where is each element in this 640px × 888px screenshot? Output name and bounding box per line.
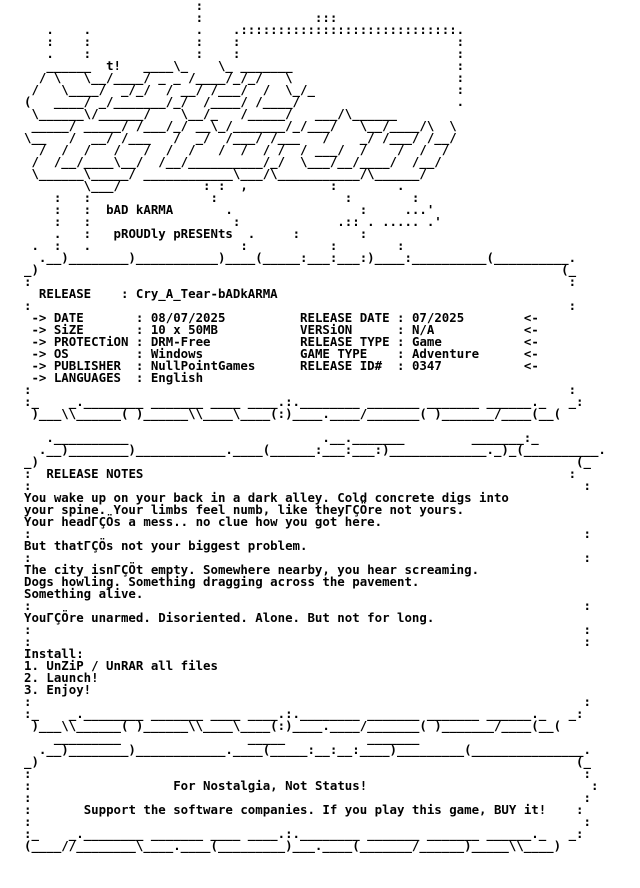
notes-title: RELEASE NOTES: [46, 466, 144, 481]
label-publisher: -> PUBLISHER: [31, 358, 121, 373]
label-version: VERSiON: [300, 322, 353, 337]
notes-paragraph-2: But thatΓÇÖs not your biggest problem.: [24, 538, 308, 553]
value-protection: DRM-Free: [150, 334, 211, 349]
ascii-logo-art: : : ::: . . . .:::::::::::::::::::::::::::::. : : : : : . : : : : ______ t! ____\_ \_ _______ : / \ \__/____/ _ _ /____/_/_/ \ : / \____/ _/_/ / __/ /___/ / \_/_ : ( ____/ _/_______/_/ /____/ /____/ . \______\/______/ \__/_ /_____/ ___/\______ _____/ _____/ /___/_/ __\_/_______/_/___/ \__/____/\ \ \__ / __/ /___ / _/ /___/ /___ / _/ /___/ /__/ / / / / / / / / / / / / ___/ / / / / / /__/____\__/ /__/__________/_/ \___/__/____/ /__/ \______\_____/ ____________\___/\___________/\______/ \___/ : : , : . : : : : : : : bAD kARMA . : ...' : : : .:: . ..... .' . : pROUDly pRESENts . : : . : . : : :: [24, 0, 465, 253]
label-languages: -> LANGUAGES: [31, 370, 121, 385]
value-languages: English: [150, 370, 204, 385]
group-name: bAD kARMA: [106, 202, 174, 217]
install-step-1: 1. UnZiP / UnRAR all files: [24, 658, 218, 673]
label-release-id: RELEASE ID#: [300, 358, 383, 373]
release-info-box: .__)________)___________)____(_____:___:___:)____:__________(__________. _) (_ : : RELEASE : Cry_A_Tear-bADkARMA : : -> DATE : 08/07/2025 RELEASE DATE : 07/2025 <- -> SiZE : 10 x 50MB VERSiON : N/A <- -> PROTECTiON : DRM-Free RELEASE TYPE : Game <- -> OS : Windows GAME TYPE : Adventure <- -> PUBLISHER : NullPointGames RELEASE ID# : 0347 <- -> LANGUAGES : English : : :_ _.________ _______ ____ ____.:.________ _______ _______ ______._ _: )___\\______( )______\\____\____(:)____.____/_______( )_______/____(__(: [24, 250, 584, 421]
value-release-date: 07/2025: [411, 310, 465, 325]
footer-line-1: For Nostalgia, Not Status!: [173, 778, 368, 793]
value-release-type: Game: [411, 334, 442, 349]
label-os: -> OS: [31, 346, 69, 361]
notes-paragraph-1: You wake up on your back in a dark alley. Cold concrete digs into your spine. Your limbs feel numb, like theyΓÇÖre not yours. Your headΓÇÖs a mess.. no clue how you got here.: [24, 490, 509, 529]
value-game-type: Adventure: [411, 346, 480, 361]
value-date: 08/07/2025: [150, 310, 226, 325]
install-step-2: 2. Launch!: [24, 670, 99, 685]
notes-paragraph-4: YouΓÇÖre unarmed. Disoriented. Alone. But not for long.: [24, 610, 435, 625]
footer-line-2: Support the software companies. If you play this game, BUY it!: [83, 802, 547, 817]
release-notes-box: .__________ .__._______ _______:_ .__)________)____________.____(______:___:___:)_____________._)_(__________. _) (_ : RELEASE NOTES : : : You wake up on your back in a dark alley. Cold concrete digs into your spine. Your limbs feel numb, like theyΓÇÖre not yours. Your headΓÇÖs a mess.. no clue how you got here. : : But thatΓÇÖs not your biggest problem. : : The city isnΓÇÖt empty. Somewhere nearby, you hear screaming. Dogs howling. Something dragging across the pavement. Something alive. : : YouΓÇÖre unarmed. Disoriented. Alone. But not for long. : : : : Install: 1. UnZiP / UnRAR all files 2. Launch! 3. Enjoy! : : :_ _.________ _______ ____ ____.:.________ _______ _______ ______._ _: )___\\______( )______\\____\____(:)____.____/_______( )_______/____(__(: [24, 430, 606, 733]
value-version: N/A: [411, 322, 435, 337]
value-publisher: NullPointGames: [150, 358, 256, 373]
label-size: -> SiZE: [31, 322, 84, 337]
label-date: -> DATE: [31, 310, 84, 325]
install-step-3: 3. Enjoy!: [24, 682, 92, 697]
logo-tag: t!: [106, 58, 121, 73]
label-release-type: RELEASE TYPE: [300, 334, 390, 349]
presents-text: pROUDly pRESENts: [113, 226, 233, 241]
footer-box: _________ _____ _______ .__)________)____________.____(_____:__:__:____)_________(_______________. _) (_ : : : For Nostalgia, Not Status! : : : : Support the software companies. If you play this game, BUY it! : : : :_ _.________ _______ ____ ____.:.________ _______ _______ ______._ _: (____//________\____.____(_________)___.____(_______/______)_____\\____): [24, 730, 599, 853]
label-game-type: GAME TYPE: [300, 346, 368, 361]
notes-paragraph-3: The city isnΓÇÖt empty. Somewhere nearby, you hear screaming. Dogs howling. Something dragging across the pavement. Something alive.: [24, 562, 480, 601]
value-size: 10 x 50MB: [150, 322, 218, 337]
value-os: Windows: [150, 346, 204, 361]
install-title: Install:: [24, 646, 84, 661]
label-release-date: RELEASE DATE: [300, 310, 390, 325]
release-name: Cry_A_Tear-bADkARMA: [135, 286, 278, 301]
value-release-id: 0347: [411, 358, 442, 373]
label-protection: -> PROTECTiON: [31, 334, 129, 349]
